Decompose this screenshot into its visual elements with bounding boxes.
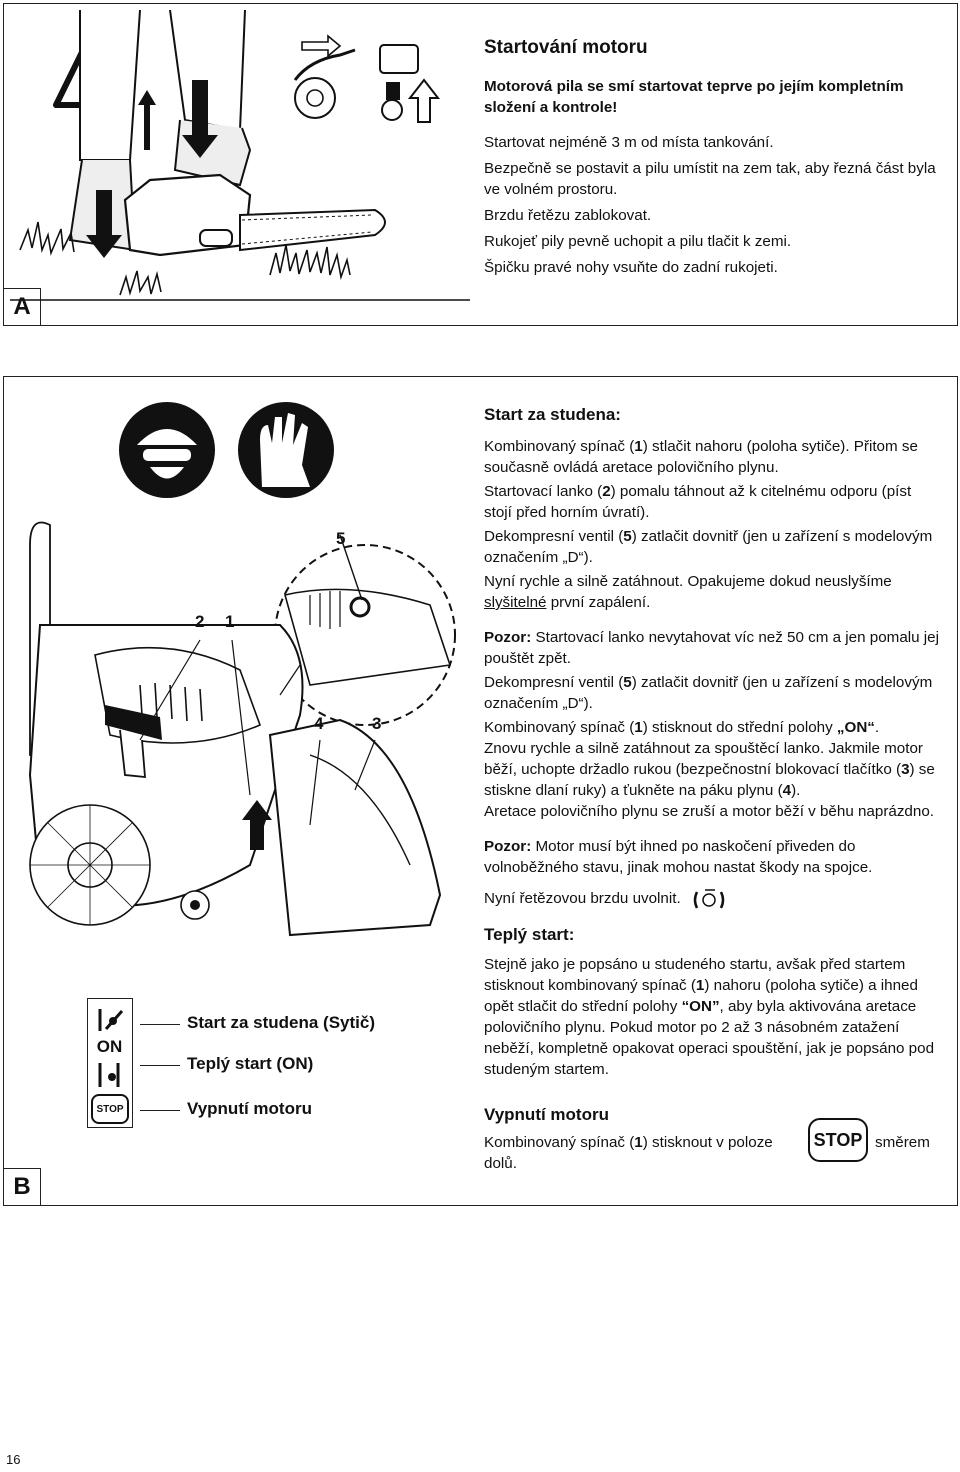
cold-start-p10: Pozor: Motor musí být ihned po naskočení přiveden do volnoběžného stavu, jinak mohou nastat škody na spojce.	[484, 838, 873, 876]
section-a-line: Bezpečně se postavit a pilu umístit na zem tak, aby řezná část byla ve volném prostoru.	[484, 160, 936, 198]
section-a-title: Startování motoru	[484, 37, 648, 58]
stop-icon: STOP	[808, 1118, 868, 1162]
cold-start-p9: Aretace polovičního plynu se zruší a motor běží v běhu naprázdno.	[484, 803, 934, 820]
chain-brake-release-icon	[691, 888, 727, 910]
cold-start-p4: Nyní rychle a silně zatáhnout. Opakujeme dokud neuslyšíme slyšitelné první zapálení.	[484, 573, 892, 611]
section-b-label: B	[3, 1168, 41, 1206]
cold-start-p7: Kombinovaný spínač (1) stisknout do střední polohy „ON“.	[484, 719, 880, 736]
cold-start-title: Start za studena:	[484, 405, 621, 424]
section-a-line: Špičku pravé nohy vsuňte do zadní rukojeti.	[484, 259, 778, 276]
pull-starter-icon	[380, 45, 438, 122]
cold-start-p5: Pozor: Startovací lanko nevytahovat víc než 50 cm a jen pomalu jej pouštět zpět.	[484, 629, 939, 667]
legend-line	[140, 1024, 180, 1025]
section-a-warning: Motorová pila se smí startovat teprve po jejím kompletním složení a kontrole!	[484, 78, 904, 116]
cold-start-p2: Startovací lanko (2) pomalu táhnout až k citelnému odporu (píst stojí před horním úvratí).	[484, 483, 912, 521]
illustration-chainsaw-controls	[10, 395, 470, 955]
stop-engine-direction-end: dolů.	[484, 1155, 517, 1172]
callout-1: 1	[225, 612, 235, 631]
cold-start-p3: Dekompresní ventil (5) zatlačit dovnitř (jen u zařízení s modelovým označením „D“).	[484, 528, 933, 566]
stop-engine-direction: směrem	[875, 1134, 930, 1151]
section-b-text	[484, 404, 939, 1176]
page-number: 16	[6, 1452, 21, 1467]
callout-5: 5	[336, 529, 346, 548]
section-a-line: Brzdu řetězu zablokovat.	[484, 207, 652, 224]
choke-icon	[88, 1003, 131, 1037]
warm-start-text: Stejně jako je popsáno u studeného startu, avšak před startem stisknout kombinovaný spínač (1) nahoru (poloha sytiče) a ihned opět stlačit do střední polohy “ON”, aby byla aktivována aretace polovičního plynu. Pokud motor po 2 až 3 násobném zatažení neběží, kompletně opakovat operaci spouštění, jak je popsáno pod studeným startem.	[484, 956, 935, 1078]
cold-start-p6: Dekompresní ventil (5) zatlačit dovnitř (jen u zařízení s modelovým označením „D“).	[484, 674, 933, 712]
section-a-label: A	[3, 288, 41, 326]
callout-3: 3	[372, 714, 382, 733]
legend-warm-start: Teplý start (ON)	[187, 1054, 314, 1073]
warm-start-title: Teplý start:	[484, 925, 575, 944]
chain-brake-icon	[181, 891, 209, 919]
legend-cold-start: Start za studena (Sytič)	[187, 1013, 375, 1032]
cold-start-p11: Nyní řetězovou brzdu uvolnit.	[484, 888, 939, 910]
section-a-line: Rukojeť pily pevně uchopit a pilu tlačit k zemi.	[484, 233, 792, 250]
section-a-line: Startovat nejméně 3 m od místa tankování.	[484, 134, 774, 151]
gloves-icon	[238, 402, 334, 498]
run-position-icon	[88, 1057, 131, 1091]
up-arrow-icon	[138, 90, 156, 150]
section-a-text	[484, 36, 944, 278]
cold-start-p1: Kombinovaný spínač (1) stlačit nahoru (poloha sytiče). Přitom se současně ovládá aretace polovičního plynu.	[484, 438, 918, 476]
protective-gear-icon	[119, 402, 215, 498]
illustration-starting-chainsaw	[10, 10, 470, 310]
legend-line	[140, 1065, 180, 1066]
stop-engine-text: Kombinovaný spínač (1) stisknout v poloze STOP směrem dolů.	[484, 1132, 939, 1176]
chain-brake-icon	[295, 36, 355, 118]
callout-2: 2	[195, 612, 205, 631]
stop-octagon-legend: STOP	[91, 1094, 129, 1124]
stop-engine-title: Vypnutí motoru	[484, 1105, 609, 1124]
on-symbol: ON	[96, 1037, 123, 1056]
callout-4: 4	[314, 714, 324, 733]
cold-start-p8: Znovu rychle a silně zatáhnout za spouštěcí lanko. Jakmile motor běží, uchopte držadlo rukou (bezpečnostní blokovací tlačítko (3) se stiskne dlaní ruky) a ťukněte na páku plynu (4).	[484, 740, 935, 799]
legend-stop-engine: Vypnutí motoru	[187, 1099, 312, 1118]
legend-line	[140, 1110, 180, 1111]
